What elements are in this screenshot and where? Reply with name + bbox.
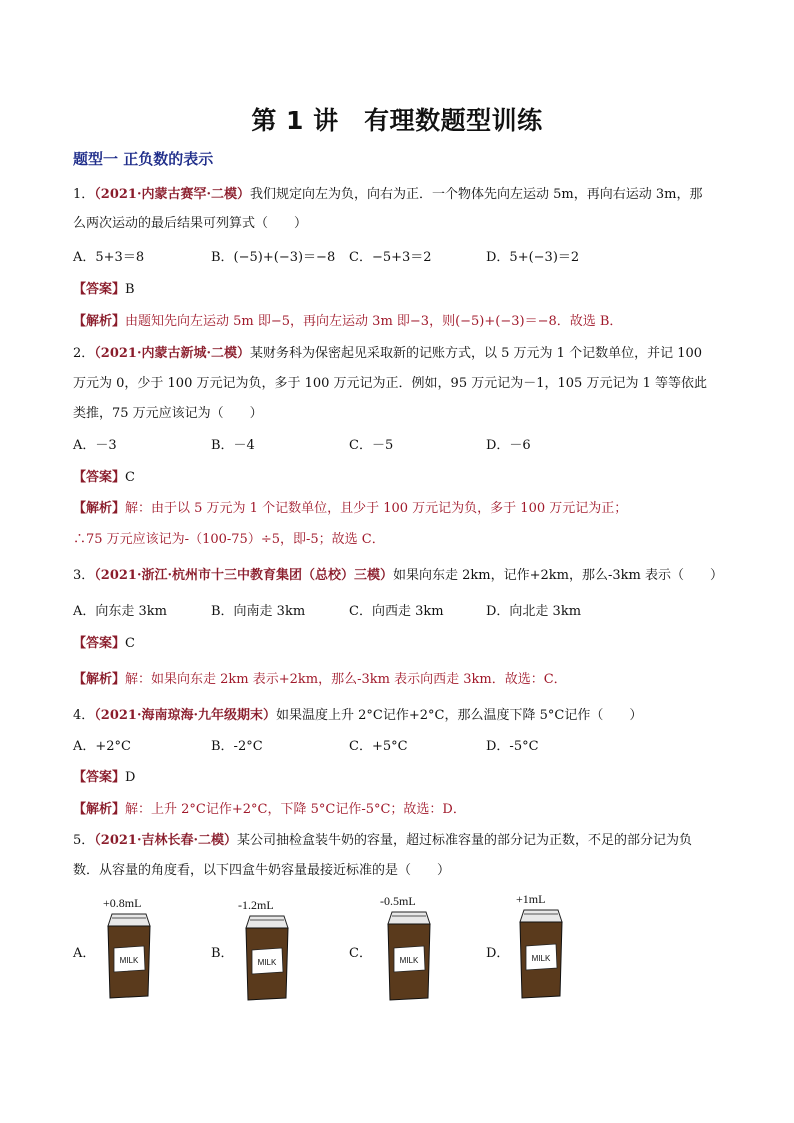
q3-option-c: C．向西走 3km	[349, 604, 444, 619]
q1-option-b: B．(−5)+(−3)＝−8	[211, 250, 336, 265]
milk-carton-icon	[512, 906, 572, 1002]
milk-carton-icon	[100, 910, 160, 1002]
q5-option-c-carton-label: MILK	[399, 956, 419, 965]
q2-option-c: C．－5	[349, 438, 394, 453]
answer-tag: 【答案】	[73, 470, 126, 485]
q5-option-a-carton-label: MILK	[119, 956, 139, 965]
q2-option-b: B．－4	[211, 438, 255, 453]
section-heading: 题型一 正负数的表示	[73, 150, 214, 168]
q5-option-c-value: -0.5mL	[380, 894, 416, 908]
q5-stem-line2: 数．从容量的角度看，以下四盒牛奶容量最接近标准的是（ ）	[73, 863, 451, 878]
q2-stem-line3: 类推，75 万元应该记为（ ）	[73, 406, 263, 421]
q4-analysis-text: 解：上升 2°C记作+2°C，下降 5°C记作-5°C；故选：D．	[125, 802, 466, 817]
answer-tag: 【答案】	[73, 636, 126, 651]
page-title: 第 1 讲 有理数题型训练	[251, 106, 543, 135]
q2-analysis-text1: 解：由于以 5 万元为 1 个记数单位，且少于 100 万元记为负，多于 100 万元记为正；	[125, 501, 628, 516]
q5-option-d-carton-label: MILK	[531, 954, 551, 963]
q2-analysis-line1	[73, 500, 724, 518]
q4-number: 4．	[73, 708, 95, 723]
q3-answer-value: C	[125, 636, 135, 651]
q3-stem-line1	[73, 567, 724, 585]
q5-text: 某公司抽检盒装牛奶的容量，超过标准容量的部分记为正数，不足的部分记为负	[237, 833, 693, 848]
q5-option-b-value: -1.2mL	[238, 898, 274, 912]
q4-option-a: A．+2°C	[73, 739, 131, 754]
analysis-tag: 【解析】	[73, 802, 126, 817]
q1-source: （2021·内蒙古赛罕·二模）	[94, 187, 251, 202]
q2-number: 2．	[73, 346, 95, 361]
q5-option-d-letter: D．	[486, 946, 510, 961]
q3-answer	[73, 635, 724, 653]
q4-option-b: B．-2°C	[211, 739, 263, 754]
q1-answer	[73, 281, 724, 299]
milk-carton-icon	[380, 908, 440, 1004]
q1-option-c: C．−5+3＝2	[349, 250, 432, 265]
q3-option-a: A．向东走 3km	[73, 604, 167, 619]
q2-answer-value: C	[125, 470, 135, 485]
answer-tag: 【答案】	[73, 282, 126, 297]
q1-answer-value: B	[125, 282, 135, 297]
q2-option-a: A．－3	[73, 438, 117, 453]
q4-text: 如果温度上升 2°C记作+2°C，那么温度下降 5°C记作（ ）	[276, 708, 643, 723]
q3-option-d: D．向北走 3km	[486, 604, 582, 619]
q2-source: （2021·内蒙古新城·二模）	[94, 346, 251, 361]
q4-analysis	[73, 801, 724, 819]
q5-source: （2021·吉林长春·二模）	[94, 833, 238, 848]
answer-tag: 【答案】	[73, 770, 126, 785]
q1-number: 1．	[73, 187, 95, 202]
q5-option-a-letter: A．	[73, 946, 96, 961]
q1-stem-line1	[73, 186, 724, 204]
q5-option-c-letter: C．	[349, 946, 372, 961]
analysis-tag: 【解析】	[73, 501, 126, 516]
q1-option-a: A．5+3＝8	[73, 250, 145, 265]
q3-analysis	[73, 671, 724, 689]
q1-analysis-text: 由题知先向左运动 5m 即−5，再向左运动 3m 即−3，则(−5)+(−3)＝−8．故选 B．	[125, 314, 623, 329]
q2-stem-line1	[73, 345, 724, 363]
q3-number: 3．	[73, 568, 95, 583]
analysis-tag: 【解析】	[73, 672, 126, 687]
q4-option-c: C．+5°C	[349, 739, 408, 754]
q3-analysis-text: 解：如果向东走 2km 表示+2km，那么-3km 表示向西走 3km．故选：C．	[125, 672, 567, 687]
q4-stem-line1	[73, 707, 724, 725]
q2-option-d: D．－6	[486, 438, 531, 453]
analysis-tag: 【解析】	[73, 314, 126, 329]
q3-source: （2021·浙江·杭州市十三中教育集团（总校）三模）	[94, 568, 394, 583]
q5-option-b-carton-label: MILK	[257, 958, 277, 967]
q1-option-d: D．5+(−3)＝2	[486, 250, 580, 265]
q1-analysis	[73, 313, 724, 331]
q4-source: （2021·海南琼海·九年级期末）	[94, 708, 277, 723]
q2-analysis-line2: ∴75 万元应该记为-（100-75）÷5，即-5；故选 C．	[73, 532, 385, 547]
q5-option-d-value: +1mL	[516, 892, 546, 906]
q5-number: 5．	[73, 833, 95, 848]
q5-stem-line1	[73, 832, 724, 850]
q1-text: 我们规定向左为负，向右为正．一个物体先向左运动 5m，再向右运动 3m，那	[250, 187, 703, 202]
q2-stem-line2: 万元为 0，少于 100 万元记为负，多于 100 万元记为正．例如，95 万元记为－1，105 万元记为 1 等等依此	[73, 376, 707, 391]
q2-text: 某财务科为保密起见采取新的记账方式，以 5 万元为 1 个记数单位，并记 100	[250, 346, 703, 361]
q1-stem-line2: 么两次运动的最后结果可列算式（ ）	[73, 216, 308, 231]
q4-option-d: D．-5°C	[486, 739, 539, 754]
q2-answer	[73, 469, 724, 487]
q4-answer	[73, 769, 724, 787]
q5-option-b-letter: B．	[211, 946, 234, 961]
q4-answer-value: D	[125, 770, 136, 785]
milk-carton-icon	[238, 912, 298, 1004]
q3-text: 如果向东走 2km，记作+2km，那么-3km 表示（ ）	[393, 568, 723, 583]
q5-option-a-value: +0.8mL	[103, 896, 142, 910]
q3-option-b: B．向南走 3km	[211, 604, 306, 619]
